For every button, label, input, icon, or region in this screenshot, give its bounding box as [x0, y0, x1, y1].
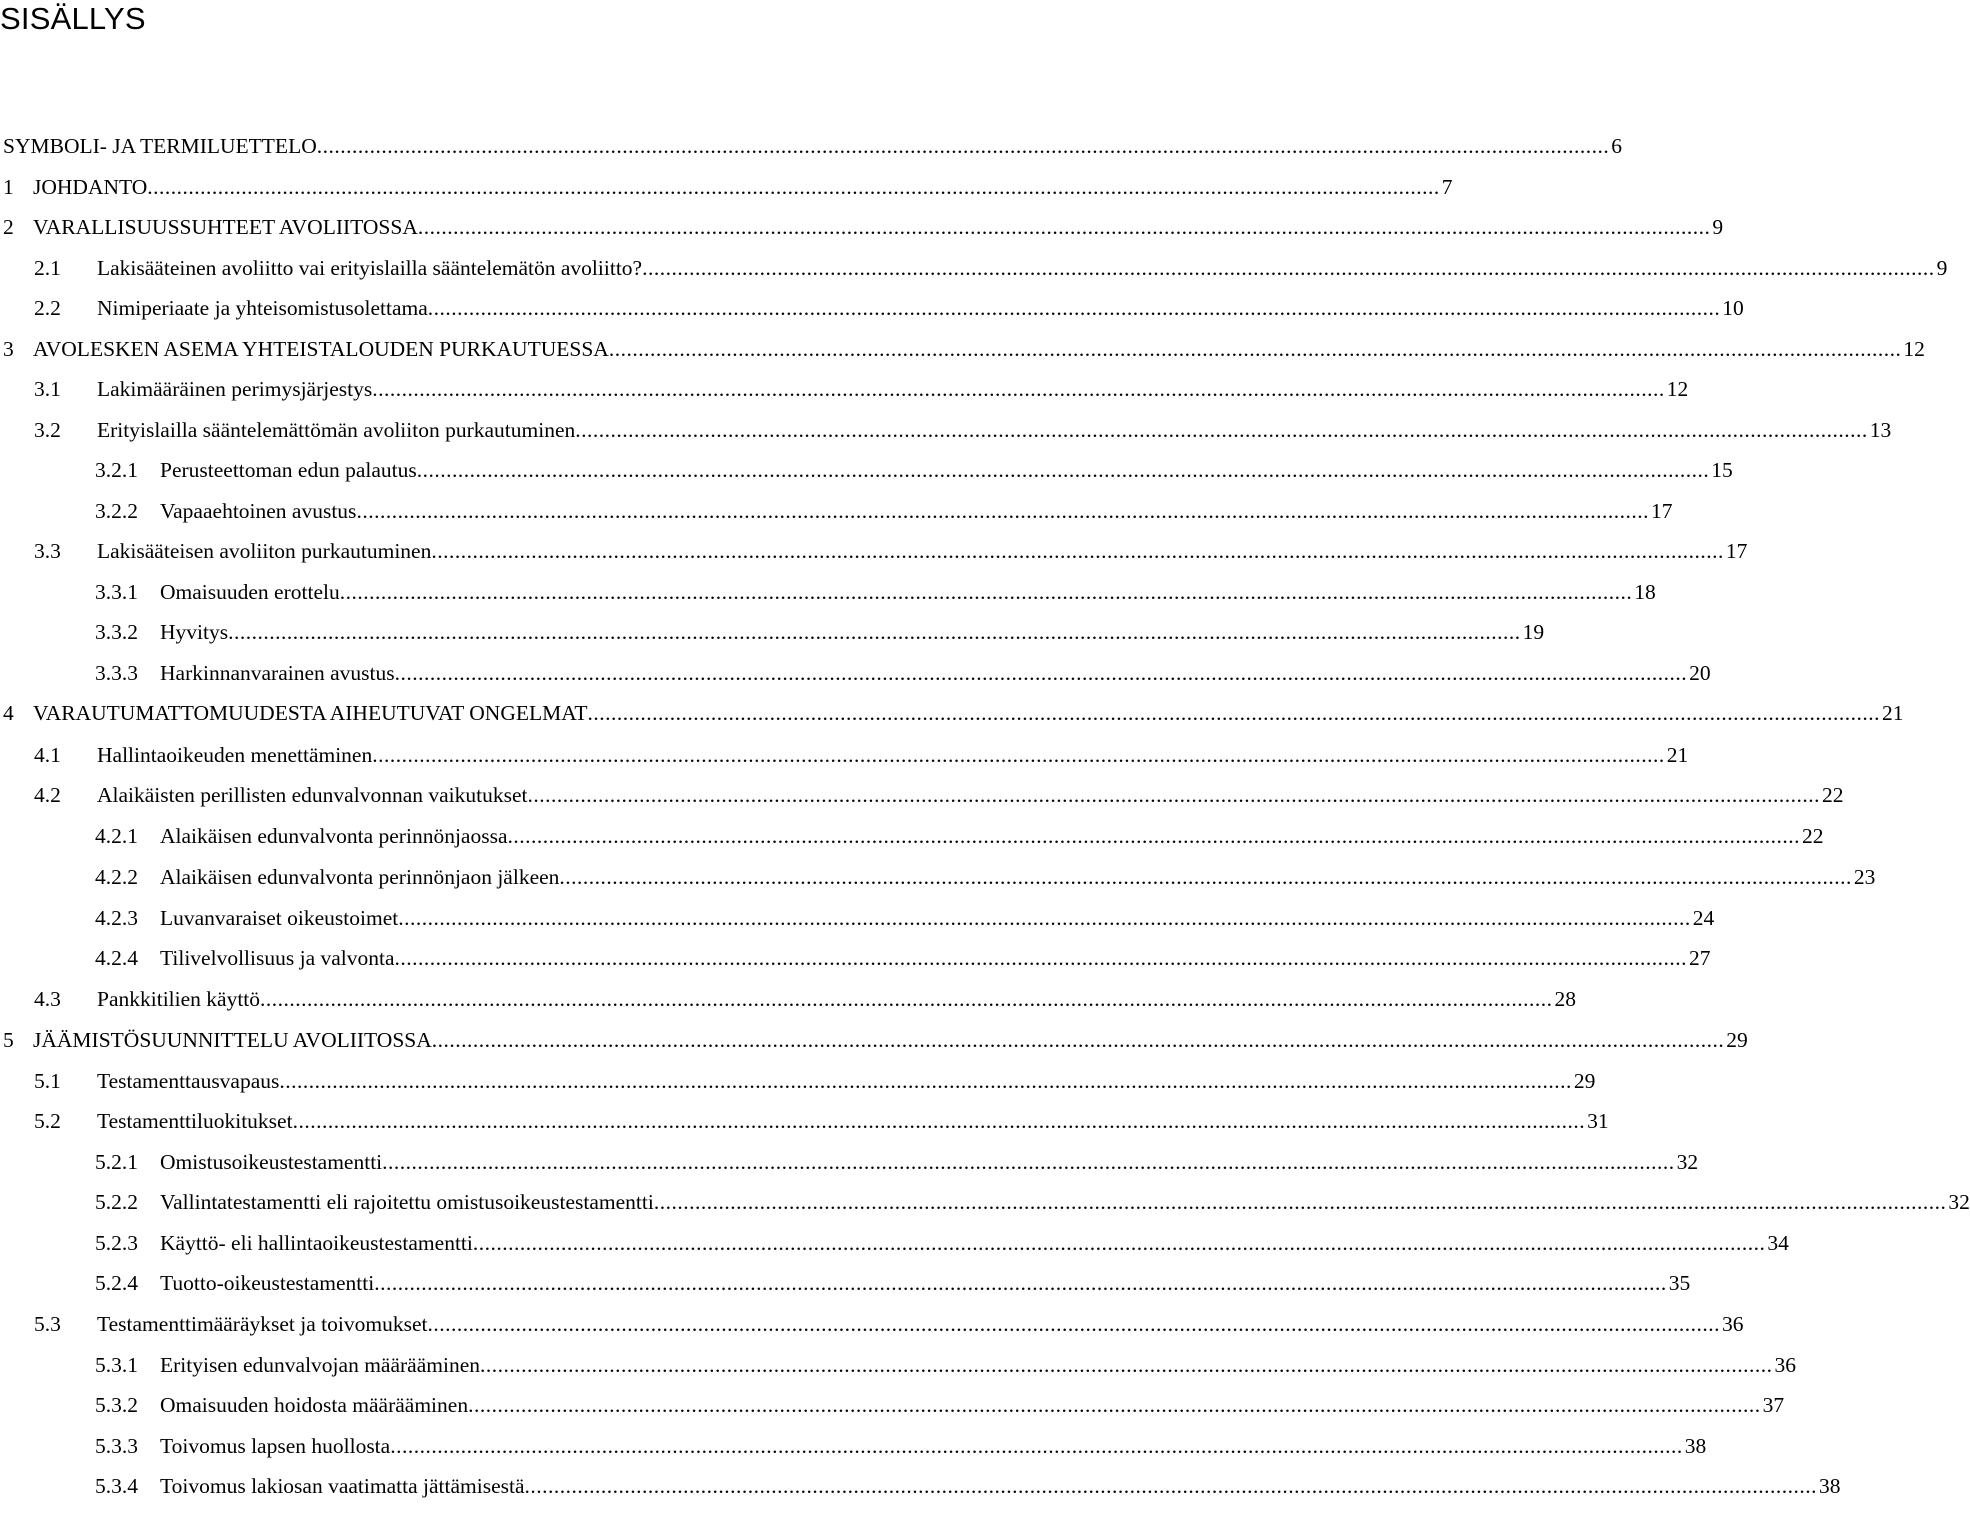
toc-entry-number: 5.1: [34, 1069, 61, 1093]
toc-entry-title: Käyttö- eli hallintaoikeustestamentti: [160, 1228, 473, 1258]
toc-entry[interactable]: [0, 740, 1689, 770]
toc-entry-title: Vallintatestamentti eli rajoitettu omistusoikeustestamentti: [160, 1187, 654, 1217]
toc-entry-page-number: 7: [1441, 175, 1453, 199]
toc-entry-number: 4.2.3: [95, 906, 138, 930]
toc-entry-title: Omaisuuden erottelu: [160, 577, 340, 607]
toc-entry-line: [160, 1268, 1691, 1298]
toc-entry-line: [160, 658, 1711, 688]
toc-entry-title: VARALLISUUSSUHTEET AVOLIITOSSA: [33, 212, 418, 242]
toc-entry-title: AVOLESKEN ASEMA YHTEISTALOUDEN PURKAUTUESSA: [33, 334, 609, 364]
toc-entry-page-number: 36: [1774, 1353, 1796, 1377]
toc-entry-page-number: 22: [1822, 783, 1844, 807]
toc-entry-line: [160, 617, 1545, 647]
toc-entry-number: 5.2.2: [95, 1190, 138, 1214]
toc-entry-page-number: 29: [1573, 1069, 1596, 1093]
toc-entry[interactable]: [0, 577, 1656, 607]
toc-entry-number: 3.3.3: [95, 661, 138, 685]
toc-entry[interactable]: [0, 862, 1876, 892]
toc-entry[interactable]: [0, 1025, 1748, 1055]
toc-entry-title: Alaikäisten perillisten edunvalvonnan vaikutukset: [97, 780, 528, 810]
toc-entry-number: 5.2: [34, 1109, 61, 1133]
toc-entry-line: [160, 821, 1824, 851]
toc-entry-title: Pankkitilien käyttö: [97, 984, 260, 1014]
toc-entry-title: Erityislailla sääntelemättömän avoliiton purkautuminen: [97, 415, 575, 445]
dot-leader: ............................................................................................................................................................................................................................: [472, 1231, 1766, 1255]
toc-entry-page-number: 35: [1668, 1271, 1691, 1295]
dot-leader: ............................................................................................................................................................................................................................: [390, 1434, 1683, 1458]
toc-entry-line: [97, 415, 1892, 445]
toc-entry-number: 2.1: [34, 256, 61, 280]
dot-leader: ............................................................................................................................................................................................................................: [398, 906, 1691, 930]
dot-leader: ............................................................................................................................................................................................................................: [292, 1109, 1586, 1133]
toc-entry-title: Lakimääräinen perimysjärjestys: [97, 374, 372, 404]
dot-leader: ............................................................................................................................................................................................................................: [642, 256, 1935, 280]
toc-entry-line: [33, 1025, 1748, 1055]
toc-entry-page-number: 24: [1692, 906, 1715, 930]
dot-leader: ............................................................................................................................................................................................................................: [468, 1393, 1761, 1417]
toc-entry-page-number: 22: [1802, 824, 1824, 848]
toc-entry[interactable]: [0, 1390, 1785, 1420]
dot-leader: ............................................................................................................................................................................................................................: [382, 1150, 1675, 1174]
toc-entry-number: 4.2: [34, 783, 61, 807]
dot-leader: ............................................................................................................................................................................................................................: [394, 661, 1688, 685]
toc-entry-title: Testamenttimääräykset ja toivomukset: [97, 1309, 427, 1339]
dot-leader: ............................................................................................................................................................................................................................: [356, 499, 1649, 523]
toc-entry-title: Omistusoikeustestamentti: [160, 1147, 382, 1177]
toc-entry-title: Vapaaehtoinen avustus: [160, 496, 356, 526]
toc-entry-page-number: 38: [1819, 1474, 1841, 1498]
toc-entry-title: Nimiperiaate ja yhteisomistusolettama: [97, 293, 428, 323]
dot-leader: ............................................................................................................................................................................................................................: [416, 458, 1710, 482]
toc-entry-page-number: 17: [1650, 499, 1673, 523]
dot-leader: ............................................................................................................................................................................................................................: [527, 783, 1820, 807]
toc-entry-line: [97, 780, 1844, 810]
toc-entry-title: Harkinnanvarainen avustus: [160, 658, 395, 688]
toc-entry[interactable]: [0, 455, 1733, 485]
toc-entry[interactable]: [0, 780, 1844, 810]
dot-leader: ............................................................................................................................................................................................................................: [394, 946, 1688, 970]
toc-entry-page-number: 13: [1869, 418, 1892, 442]
page-title: SISÄLLYS: [0, 1, 146, 36]
toc-entry-title: Toivomus lapsen huollosta: [160, 1431, 390, 1461]
toc-entry[interactable]: [0, 536, 1748, 566]
toc-entry-line: [160, 1431, 1707, 1461]
toc-entry-page-number: 32: [1948, 1190, 1970, 1214]
toc-entry-line: [160, 1390, 1785, 1420]
toc-entry-line: [33, 334, 1925, 364]
toc-entry-title: Luvanvaraiset oikeustoimet: [160, 903, 398, 933]
toc-entry-page-number: 29: [1726, 1028, 1748, 1052]
toc-entry-page-number: 21: [1666, 743, 1689, 767]
toc-entry-page-number: 9: [1936, 256, 1948, 280]
toc-entry-page-number: 15: [1711, 458, 1733, 482]
dot-leader: ............................................................................................................................................................................................................................: [653, 1190, 1947, 1214]
toc-entry-line: [97, 253, 1948, 283]
toc-entry[interactable]: [0, 1431, 1707, 1461]
toc-entry-number: 5.3.3: [95, 1434, 138, 1458]
toc-entry-title: Alaikäisen edunvalvonta perinnönjaossa: [160, 821, 508, 851]
toc-entry-line: [160, 1350, 1796, 1380]
toc-entry-line: [160, 1187, 1970, 1217]
toc-entry-line: [97, 374, 1689, 404]
toc-entry-page-number: 18: [1634, 580, 1656, 604]
toc-entry[interactable]: [0, 415, 1892, 445]
dot-leader: ............................................................................................................................................................................................................................: [480, 1353, 1773, 1377]
toc-entry[interactable]: [0, 1268, 1691, 1298]
toc-entry-page-number: 23: [1853, 865, 1876, 889]
dot-leader: ............................................................................................................................................................................................................................: [608, 337, 1902, 361]
toc-entry-number: 2: [3, 215, 14, 239]
toc-entry-line: [97, 1309, 1744, 1339]
toc-entry-line: [33, 698, 1904, 728]
toc-entry-number: 2.2: [34, 296, 61, 320]
dot-leader: ............................................................................................................................................................................................................................: [431, 539, 1724, 563]
toc-entry-number: 3.2: [34, 418, 61, 442]
toc-entry-title: JÄÄMISTÖSUUNNITTELU AVOLIITOSSA: [33, 1025, 432, 1055]
toc-entry-line: [160, 1228, 1789, 1258]
toc-entry[interactable]: [0, 334, 1925, 364]
toc-entry-title: Testamenttiluokitukset: [97, 1106, 293, 1136]
toc-entry-title: SYMBOLI- JA TERMILUETTELO: [3, 131, 317, 161]
toc-entry[interactable]: [0, 1228, 1789, 1258]
toc-entry-page-number: 31: [1587, 1109, 1609, 1133]
toc-entry-number: 4.2.4: [95, 946, 138, 970]
toc-entry-title: Omaisuuden hoidosta määrääminen: [160, 1390, 468, 1420]
dot-leader: ............................................................................................................................................................................................................................: [372, 743, 1665, 767]
toc-entry-title: Alaikäisen edunvalvonta perinnönjaon jälkeen: [160, 862, 559, 892]
toc-entry-number: 3.3.1: [95, 580, 138, 604]
toc-entry-number: 5.3.4: [95, 1474, 138, 1498]
toc-entry-page-number: 27: [1689, 946, 1711, 970]
toc-entry-page-number: 28: [1554, 987, 1577, 1011]
toc-entry-title: Toivomus lakiosan vaatimatta jättämisestä: [160, 1471, 525, 1501]
toc-entry-page-number: 9: [1712, 215, 1724, 239]
toc-entry-title: Lakisääteisen avoliiton purkautuminen: [97, 536, 431, 566]
toc-entry-number: 4.1: [34, 743, 61, 767]
toc-entry-line: [160, 862, 1876, 892]
toc-entry-number: 5.2.3: [95, 1231, 138, 1255]
toc-entry-number: 5: [3, 1028, 14, 1052]
toc-entry-number: 3: [3, 337, 14, 361]
toc-entry-line: [160, 496, 1673, 526]
toc-entry-line: [160, 903, 1715, 933]
toc-entry-line: [97, 1106, 1609, 1136]
dot-leader: ............................................................................................................................................................................................................................: [339, 580, 1633, 604]
toc-entry-title: Testamenttausvapaus: [97, 1066, 279, 1096]
toc-entry-title: Hallintaoikeuden menettäminen: [97, 740, 372, 770]
toc-entry[interactable]: [0, 374, 1689, 404]
toc-entry[interactable]: [0, 984, 1577, 1014]
toc-entry-page-number: 37: [1762, 1393, 1785, 1417]
dot-leader: ............................................................................................................................................................................................................................: [507, 824, 1800, 848]
toc-entry-page-number: 19: [1522, 620, 1545, 644]
dot-leader: ............................................................................................................................................................................................................................: [524, 1474, 1818, 1498]
toc-entry-page-number: 6: [1611, 134, 1622, 158]
toc-entry-line: [160, 943, 1711, 973]
toc-entry-line: [97, 536, 1748, 566]
toc-entry-page-number: 12: [1903, 337, 1925, 361]
toc-entry-page-number: 12: [1666, 377, 1689, 401]
toc-entry-page-number: 36: [1721, 1312, 1744, 1336]
toc-entry[interactable]: [0, 1309, 1744, 1339]
dot-leader: ............................................................................................................................................................................................................................: [417, 215, 1711, 239]
toc-entry-number: 3.2.1: [95, 458, 138, 482]
toc-entry[interactable]: [0, 943, 1711, 973]
toc-entry-title: Erityisen edunvalvojan määrääminen: [160, 1350, 480, 1380]
toc-entry-line: [160, 577, 1656, 607]
toc-entry-line: [33, 172, 1453, 202]
toc-entry-line: [160, 1471, 1841, 1501]
dot-leader: ............................................................................................................................................................................................................................: [427, 1312, 1720, 1336]
toc-entry-number: 3.3: [34, 539, 61, 563]
dot-leader: ............................................................................................................................................................................................................................: [374, 1271, 1667, 1295]
toc-entry[interactable]: [0, 496, 1673, 526]
toc-entry[interactable]: [0, 1471, 1841, 1501]
dot-leader: ............................................................................................................................................................................................................................: [228, 620, 1521, 644]
toc-entry[interactable]: [0, 903, 1715, 933]
dot-leader: ............................................................................................................................................................................................................................: [372, 377, 1665, 401]
dot-leader: ............................................................................................................................................................................................................................: [559, 865, 1852, 889]
toc-entry-number: 5.3.1: [95, 1353, 138, 1377]
toc-entry-line: [160, 455, 1733, 485]
toc-entry[interactable]: [0, 1066, 1596, 1096]
toc-entry[interactable]: [0, 658, 1711, 688]
toc-entry-number: 5.2.4: [95, 1271, 138, 1295]
toc-entry[interactable]: [0, 172, 1453, 202]
toc-entry[interactable]: [0, 293, 1744, 323]
toc-entry-number: 1: [3, 175, 14, 199]
toc-entry[interactable]: [0, 1187, 1970, 1217]
toc-entry-number: 4: [3, 701, 14, 725]
toc-entry[interactable]: [0, 617, 1545, 647]
toc-entry-line: [97, 1066, 1596, 1096]
toc-entry-number: 4.2.2: [95, 865, 138, 889]
toc-entry-title: VARAUTUMATTOMUUDESTA AIHEUTUVAT ONGELMAT: [33, 698, 588, 728]
toc-entry-line: [160, 1147, 1699, 1177]
toc-entry-page-number: 21: [1882, 701, 1904, 725]
toc-entry-title: Perusteettoman edun palautus: [160, 455, 417, 485]
dot-leader: ............................................................................................................................................................................................................................: [316, 134, 1610, 158]
toc-entry-title: Tilivelvollisuus ja valvonta: [160, 943, 395, 973]
dot-leader: ............................................................................................................................................................................................................................: [147, 175, 1440, 199]
toc-entry-page-number: 38: [1684, 1434, 1707, 1458]
toc-entry-line: [97, 293, 1744, 323]
toc-entry-title: Tuotto-oikeustestamentti: [160, 1268, 374, 1298]
toc-entry[interactable]: [0, 1350, 1796, 1380]
toc-entry[interactable]: [0, 821, 1824, 851]
toc-entry[interactable]: [0, 131, 1622, 161]
toc-entry-number: 5.3: [34, 1312, 61, 1336]
toc-entry-title: Hyvitys: [160, 617, 228, 647]
toc-entry-line: [97, 740, 1689, 770]
toc-entry-page-number: 32: [1676, 1150, 1699, 1174]
toc-entry-title: JOHDANTO: [33, 172, 147, 202]
dot-leader: ............................................................................................................................................................................................................................: [260, 987, 1553, 1011]
dot-leader: ............................................................................................................................................................................................................................: [279, 1069, 1572, 1093]
dot-leader: ............................................................................................................................................................................................................................: [431, 1028, 1725, 1052]
toc-entry-number: 4.3: [34, 987, 61, 1011]
dot-leader: ............................................................................................................................................................................................................................: [427, 296, 1721, 320]
toc-entry-number: 3.3.2: [95, 620, 138, 644]
toc-entry-number: 5.3.2: [95, 1393, 138, 1417]
toc-entry[interactable]: [0, 1147, 1699, 1177]
toc-entry[interactable]: [0, 698, 1904, 728]
toc-entry-page-number: 34: [1767, 1231, 1789, 1255]
toc-entry-number: 4.2.1: [95, 824, 138, 848]
toc-entry-number: 3.1: [34, 377, 61, 401]
toc-entry-line: [3, 131, 1622, 161]
toc-entry-page-number: 17: [1725, 539, 1748, 563]
dot-leader: ............................................................................................................................................................................................................................: [575, 418, 1868, 442]
toc-entry-title: Lakisääteinen avoliitto vai erityislailla sääntelemätön avoliitto?: [97, 253, 642, 283]
dot-leader: ............................................................................................................................................................................................................................: [587, 701, 1881, 725]
toc-entry-page-number: 20: [1689, 661, 1711, 685]
toc-entry[interactable]: [0, 253, 1948, 283]
toc-entry[interactable]: [0, 1106, 1609, 1136]
toc-entry-number: 3.2.2: [95, 499, 138, 523]
toc-entry-line: [97, 984, 1577, 1014]
toc-entry-page-number: 10: [1722, 296, 1744, 320]
toc-entry[interactable]: [0, 212, 1724, 242]
toc-entry-line: [33, 212, 1724, 242]
toc-entry-number: 5.2.1: [95, 1150, 138, 1174]
